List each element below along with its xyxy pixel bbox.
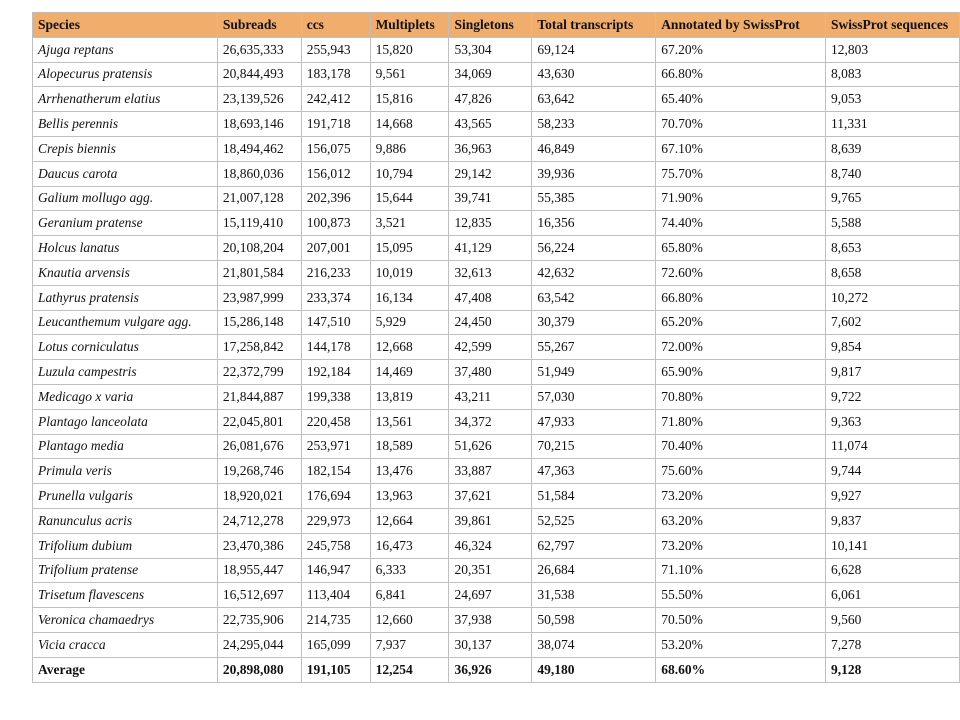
cell-subreads: 23,987,999 [217, 285, 301, 310]
cell-swissprot-sequences: 9,837 [826, 508, 960, 533]
cell-total-transcripts: 30,379 [532, 310, 656, 335]
cell-total-transcripts: 63,542 [532, 285, 656, 310]
average-subreads: 20,898,080 [217, 657, 301, 682]
cell-annotated-swissprot: 73.20% [656, 484, 826, 509]
cell-annotated-swissprot: 67.10% [656, 136, 826, 161]
cell-total-transcripts: 70,215 [532, 434, 656, 459]
table-row [33, 434, 960, 459]
cell-singletons: 12,835 [449, 211, 532, 236]
cell-total-transcripts: 39,936 [532, 161, 656, 186]
cell-singletons: 46,324 [449, 533, 532, 558]
cell-multiplets: 13,476 [370, 459, 449, 484]
table-row [33, 37, 960, 62]
cell-species: Daucus carota [33, 161, 218, 186]
cell-ccs: 220,458 [301, 409, 370, 434]
cell-swissprot-sequences: 11,331 [826, 112, 960, 137]
cell-total-transcripts: 52,525 [532, 508, 656, 533]
table-row [33, 260, 960, 285]
cell-species: Holcus lanatus [33, 236, 218, 261]
cell-subreads: 21,844,887 [217, 384, 301, 409]
cell-total-transcripts: 55,267 [532, 335, 656, 360]
cell-annotated-swissprot: 71.10% [656, 558, 826, 583]
cell-singletons: 39,861 [449, 508, 532, 533]
cell-singletons: 33,887 [449, 459, 532, 484]
cell-subreads: 26,635,333 [217, 37, 301, 62]
table-row [33, 508, 960, 533]
cell-total-transcripts: 46,849 [532, 136, 656, 161]
cell-species: Crepis biennis [33, 136, 218, 161]
cell-species: Plantago lanceolata [33, 409, 218, 434]
cell-annotated-swissprot: 53.20% [656, 632, 826, 657]
cell-subreads: 19,268,746 [217, 459, 301, 484]
cell-species: Veronica chamaedrys [33, 608, 218, 633]
cell-ccs: 176,694 [301, 484, 370, 509]
cell-multiplets: 16,473 [370, 533, 449, 558]
cell-subreads: 22,735,906 [217, 608, 301, 633]
cell-subreads: 22,045,801 [217, 409, 301, 434]
cell-annotated-swissprot: 65.40% [656, 87, 826, 112]
header-annotated-swissprot: Annotated by SwissProt [656, 13, 826, 38]
cell-singletons: 24,450 [449, 310, 532, 335]
average-total-transcripts: 49,180 [532, 657, 656, 682]
header-singletons: Singletons [449, 13, 532, 38]
cell-ccs: 113,404 [301, 583, 370, 608]
cell-annotated-swissprot: 71.80% [656, 409, 826, 434]
table-row [33, 236, 960, 261]
table-row [33, 310, 960, 335]
cell-annotated-swissprot: 71.90% [656, 186, 826, 211]
cell-species: Lathyrus pratensis [33, 285, 218, 310]
cell-subreads: 18,955,447 [217, 558, 301, 583]
header-swissprot-sequences: SwissProt sequences [826, 13, 960, 38]
average-ccs: 191,105 [301, 657, 370, 682]
cell-multiplets: 12,660 [370, 608, 449, 633]
cell-species: Trifolium dubium [33, 533, 218, 558]
cell-annotated-swissprot: 74.40% [656, 211, 826, 236]
cell-species: Alopecurus pratensis [33, 62, 218, 87]
table-row [33, 62, 960, 87]
cell-annotated-swissprot: 70.40% [656, 434, 826, 459]
cell-annotated-swissprot: 66.80% [656, 285, 826, 310]
cell-singletons: 47,408 [449, 285, 532, 310]
cell-species: Primula veris [33, 459, 218, 484]
cell-multiplets: 12,668 [370, 335, 449, 360]
table-row [33, 632, 960, 657]
cell-singletons: 34,069 [449, 62, 532, 87]
cell-subreads: 24,295,044 [217, 632, 301, 657]
cell-multiplets: 6,333 [370, 558, 449, 583]
cell-ccs: 182,154 [301, 459, 370, 484]
cell-species: Trifolium pratense [33, 558, 218, 583]
cell-swissprot-sequences: 9,765 [826, 186, 960, 211]
cell-singletons: 32,613 [449, 260, 532, 285]
cell-annotated-swissprot: 73.20% [656, 533, 826, 558]
average-swissprot-sequences: 9,128 [826, 657, 960, 682]
cell-annotated-swissprot: 65.20% [656, 310, 826, 335]
cell-singletons: 37,621 [449, 484, 532, 509]
cell-multiplets: 15,095 [370, 236, 449, 261]
cell-multiplets: 14,469 [370, 360, 449, 385]
table-row [33, 384, 960, 409]
cell-annotated-swissprot: 72.00% [656, 335, 826, 360]
table-row [33, 409, 960, 434]
cell-total-transcripts: 38,074 [532, 632, 656, 657]
cell-annotated-swissprot: 66.80% [656, 62, 826, 87]
cell-multiplets: 9,886 [370, 136, 449, 161]
cell-ccs: 253,971 [301, 434, 370, 459]
header-species: Species [33, 13, 218, 38]
header-multiplets: Multiplets [370, 13, 449, 38]
cell-multiplets: 10,794 [370, 161, 449, 186]
cell-total-transcripts: 16,356 [532, 211, 656, 236]
cell-swissprot-sequences: 9,722 [826, 384, 960, 409]
cell-total-transcripts: 51,584 [532, 484, 656, 509]
cell-ccs: 192,184 [301, 360, 370, 385]
cell-total-transcripts: 62,797 [532, 533, 656, 558]
cell-singletons: 37,480 [449, 360, 532, 385]
cell-subreads: 24,712,278 [217, 508, 301, 533]
table-row [33, 161, 960, 186]
cell-total-transcripts: 55,385 [532, 186, 656, 211]
cell-ccs: 214,735 [301, 608, 370, 633]
table-row [33, 335, 960, 360]
cell-total-transcripts: 69,124 [532, 37, 656, 62]
average-row [33, 657, 960, 682]
cell-singletons: 43,565 [449, 112, 532, 137]
cell-swissprot-sequences: 8,740 [826, 161, 960, 186]
cell-species: Luzula campestris [33, 360, 218, 385]
cell-singletons: 42,599 [449, 335, 532, 360]
table-row [33, 583, 960, 608]
cell-subreads: 20,844,493 [217, 62, 301, 87]
cell-swissprot-sequences: 9,560 [826, 608, 960, 633]
table-row [33, 484, 960, 509]
cell-ccs: 191,718 [301, 112, 370, 137]
cell-annotated-swissprot: 75.60% [656, 459, 826, 484]
cell-annotated-swissprot: 70.80% [656, 384, 826, 409]
cell-ccs: 183,178 [301, 62, 370, 87]
cell-annotated-swissprot: 55.50% [656, 583, 826, 608]
cell-swissprot-sequences: 7,278 [826, 632, 960, 657]
cell-species: Leucanthemum vulgare agg. [33, 310, 218, 335]
cell-total-transcripts: 43,630 [532, 62, 656, 87]
table-row [33, 136, 960, 161]
cell-total-transcripts: 31,538 [532, 583, 656, 608]
cell-species: Prunella vulgaris [33, 484, 218, 509]
cell-species: Medicago x varia [33, 384, 218, 409]
cell-singletons: 43,211 [449, 384, 532, 409]
cell-swissprot-sequences: 9,817 [826, 360, 960, 385]
cell-total-transcripts: 58,233 [532, 112, 656, 137]
cell-ccs: 245,758 [301, 533, 370, 558]
cell-singletons: 30,137 [449, 632, 532, 657]
cell-swissprot-sequences: 10,141 [826, 533, 960, 558]
cell-species: Lotus corniculatus [33, 335, 218, 360]
cell-swissprot-sequences: 12,803 [826, 37, 960, 62]
cell-multiplets: 3,521 [370, 211, 449, 236]
table-row [33, 608, 960, 633]
table-row [33, 558, 960, 583]
cell-total-transcripts: 47,933 [532, 409, 656, 434]
table-row [33, 533, 960, 558]
table-body [33, 37, 960, 657]
cell-species: Ranunculus acris [33, 508, 218, 533]
table-row [33, 87, 960, 112]
table-row [33, 285, 960, 310]
table-row [33, 112, 960, 137]
cell-ccs: 216,233 [301, 260, 370, 285]
average-singletons: 36,926 [449, 657, 532, 682]
cell-swissprot-sequences: 8,653 [826, 236, 960, 261]
transcriptome-table [32, 12, 960, 683]
cell-singletons: 36,963 [449, 136, 532, 161]
cell-singletons: 53,304 [449, 37, 532, 62]
cell-subreads: 26,081,676 [217, 434, 301, 459]
cell-multiplets: 16,134 [370, 285, 449, 310]
cell-subreads: 18,693,146 [217, 112, 301, 137]
cell-annotated-swissprot: 65.90% [656, 360, 826, 385]
cell-subreads: 16,512,697 [217, 583, 301, 608]
cell-subreads: 20,108,204 [217, 236, 301, 261]
cell-annotated-swissprot: 75.70% [656, 161, 826, 186]
cell-swissprot-sequences: 9,053 [826, 87, 960, 112]
cell-multiplets: 15,816 [370, 87, 449, 112]
cell-species: Trisetum flavescens [33, 583, 218, 608]
cell-swissprot-sequences: 11,074 [826, 434, 960, 459]
table-row [33, 211, 960, 236]
header-total-transcripts: Total transcripts [532, 13, 656, 38]
cell-swissprot-sequences: 5,588 [826, 211, 960, 236]
cell-swissprot-sequences: 6,061 [826, 583, 960, 608]
cell-subreads: 21,007,128 [217, 186, 301, 211]
cell-swissprot-sequences: 9,744 [826, 459, 960, 484]
cell-subreads: 23,470,386 [217, 533, 301, 558]
cell-ccs: 147,510 [301, 310, 370, 335]
cell-ccs: 255,943 [301, 37, 370, 62]
cell-singletons: 29,142 [449, 161, 532, 186]
cell-swissprot-sequences: 9,363 [826, 409, 960, 434]
cell-total-transcripts: 51,949 [532, 360, 656, 385]
cell-annotated-swissprot: 67.20% [656, 37, 826, 62]
cell-multiplets: 13,963 [370, 484, 449, 509]
cell-swissprot-sequences: 7,602 [826, 310, 960, 335]
cell-singletons: 51,626 [449, 434, 532, 459]
cell-singletons: 37,938 [449, 608, 532, 633]
cell-singletons: 41,129 [449, 236, 532, 261]
cell-multiplets: 6,841 [370, 583, 449, 608]
cell-multiplets: 9,561 [370, 62, 449, 87]
cell-swissprot-sequences: 9,927 [826, 484, 960, 509]
cell-ccs: 156,012 [301, 161, 370, 186]
cell-species: Bellis perennis [33, 112, 218, 137]
average-label: Average [33, 657, 218, 682]
cell-multiplets: 13,561 [370, 409, 449, 434]
cell-multiplets: 13,819 [370, 384, 449, 409]
cell-singletons: 24,697 [449, 583, 532, 608]
cell-multiplets: 12,664 [370, 508, 449, 533]
header-row [33, 13, 960, 38]
cell-subreads: 22,372,799 [217, 360, 301, 385]
cell-subreads: 15,286,148 [217, 310, 301, 335]
cell-total-transcripts: 50,598 [532, 608, 656, 633]
cell-species: Ajuga reptans [33, 37, 218, 62]
header-subreads: Subreads [217, 13, 301, 38]
cell-multiplets: 14,668 [370, 112, 449, 137]
cell-annotated-swissprot: 72.60% [656, 260, 826, 285]
cell-subreads: 17,258,842 [217, 335, 301, 360]
cell-swissprot-sequences: 8,658 [826, 260, 960, 285]
cell-subreads: 18,860,036 [217, 161, 301, 186]
cell-annotated-swissprot: 70.50% [656, 608, 826, 633]
cell-singletons: 39,741 [449, 186, 532, 211]
table-row [33, 459, 960, 484]
cell-singletons: 20,351 [449, 558, 532, 583]
cell-species: Plantago media [33, 434, 218, 459]
cell-multiplets: 5,929 [370, 310, 449, 335]
cell-subreads: 18,920,021 [217, 484, 301, 509]
cell-total-transcripts: 57,030 [532, 384, 656, 409]
average-annotated-swissprot: 68.60% [656, 657, 826, 682]
cell-ccs: 144,178 [301, 335, 370, 360]
cell-swissprot-sequences: 8,639 [826, 136, 960, 161]
cell-swissprot-sequences: 6,628 [826, 558, 960, 583]
cell-swissprot-sequences: 9,854 [826, 335, 960, 360]
cell-subreads: 15,119,410 [217, 211, 301, 236]
cell-total-transcripts: 56,224 [532, 236, 656, 261]
cell-total-transcripts: 42,632 [532, 260, 656, 285]
cell-ccs: 165,099 [301, 632, 370, 657]
cell-species: Knautia arvensis [33, 260, 218, 285]
cell-species: Vicia cracca [33, 632, 218, 657]
header-ccs: ccs [301, 13, 370, 38]
cell-annotated-swissprot: 65.80% [656, 236, 826, 261]
cell-ccs: 242,412 [301, 87, 370, 112]
cell-subreads: 18,494,462 [217, 136, 301, 161]
average-multiplets: 12,254 [370, 657, 449, 682]
cell-species: Galium mollugo agg. [33, 186, 218, 211]
cell-singletons: 34,372 [449, 409, 532, 434]
cell-species: Geranium pratense [33, 211, 218, 236]
cell-swissprot-sequences: 8,083 [826, 62, 960, 87]
cell-total-transcripts: 26,684 [532, 558, 656, 583]
table-row [33, 186, 960, 211]
cell-multiplets: 10,019 [370, 260, 449, 285]
cell-subreads: 23,139,526 [217, 87, 301, 112]
cell-ccs: 233,374 [301, 285, 370, 310]
cell-annotated-swissprot: 70.70% [656, 112, 826, 137]
table-row [33, 360, 960, 385]
cell-ccs: 202,396 [301, 186, 370, 211]
cell-multiplets: 18,589 [370, 434, 449, 459]
cell-multiplets: 7,937 [370, 632, 449, 657]
cell-ccs: 146,947 [301, 558, 370, 583]
cell-singletons: 47,826 [449, 87, 532, 112]
cell-total-transcripts: 63,642 [532, 87, 656, 112]
cell-multiplets: 15,644 [370, 186, 449, 211]
cell-ccs: 100,873 [301, 211, 370, 236]
cell-multiplets: 15,820 [370, 37, 449, 62]
cell-ccs: 207,001 [301, 236, 370, 261]
cell-total-transcripts: 47,363 [532, 459, 656, 484]
cell-ccs: 156,075 [301, 136, 370, 161]
cell-annotated-swissprot: 63.20% [656, 508, 826, 533]
cell-ccs: 199,338 [301, 384, 370, 409]
cell-ccs: 229,973 [301, 508, 370, 533]
cell-swissprot-sequences: 10,272 [826, 285, 960, 310]
cell-subreads: 21,801,584 [217, 260, 301, 285]
cell-species: Arrhenatherum elatius [33, 87, 218, 112]
